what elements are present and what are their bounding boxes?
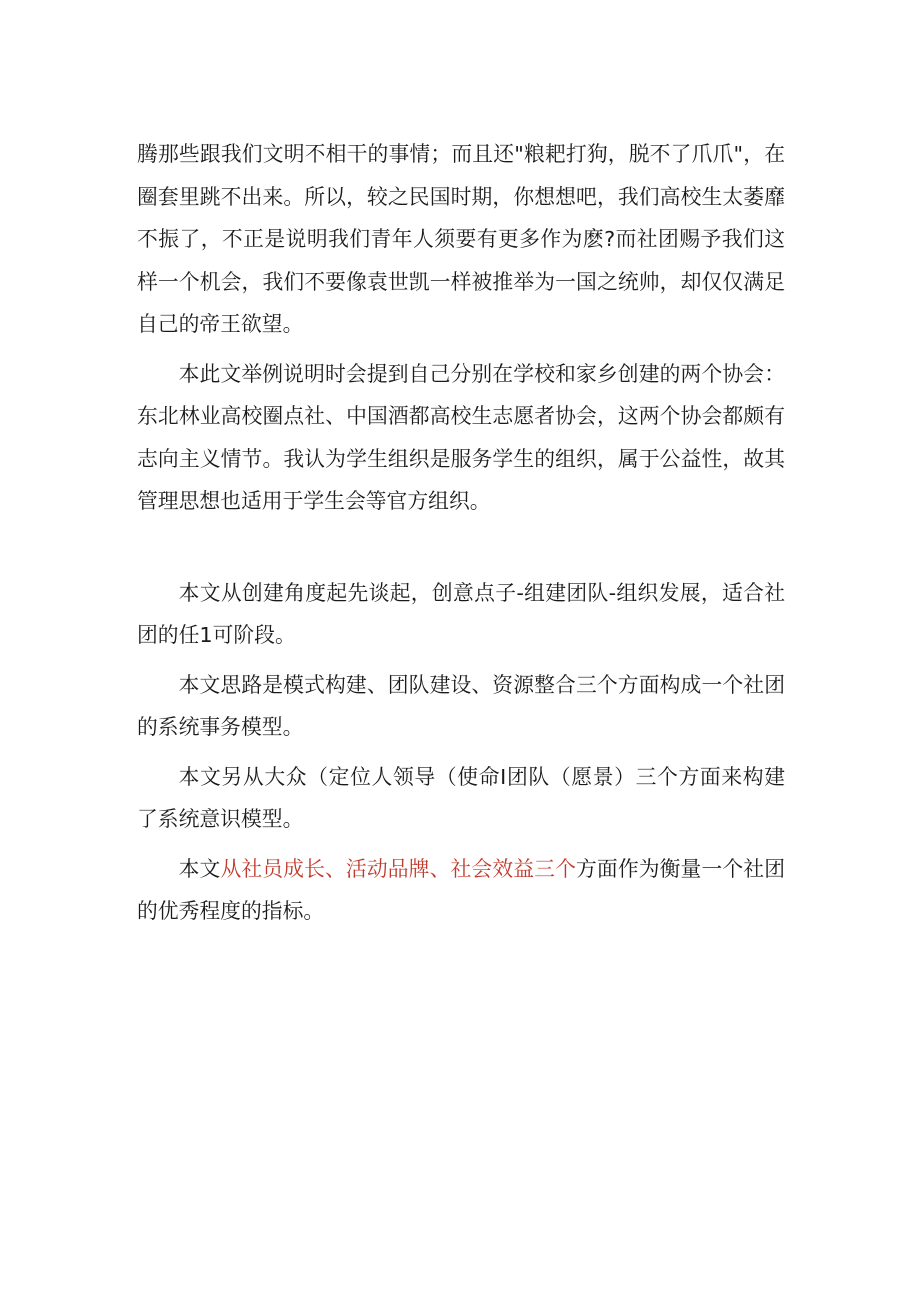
paragraph-metrics xyxy=(137,848,785,933)
paragraph-awareness-model: 本文另从大众（定位人领导（使命I团队（愿景）三个方面来构建了系统意识模型。 xyxy=(137,764,785,831)
metrics-suffix: 方面作为衡量一个社团的优秀程度的指标。 xyxy=(137,856,786,923)
paragraph-continued: 腾那些跟我们文明不相干的事情；而且还"粮耙打狗，脱不了爪爪"，在圈套里跳不出来。所以，较之民国时期，你想想吧，我们高校生太萎靡不振了，不正是说明我们青年人须要有更多作为麽?而社团赐予我们这样一个机会，我们不要像袁世凯一样被推举为一国之统帅，却仅仅满足自己的帝王欲望。 xyxy=(137,142,785,336)
metrics-highlight: 从社员成长、活动品牌、社会效益三个 xyxy=(220,856,576,881)
paragraph-creation-angle: 本文从创建角度起先谈起，创意点子-组建团队-组织发展，适合社团的任1可阶段。 xyxy=(137,580,785,647)
paragraph-associations: 本此文举例说明时会提到自己分别在学校和家乡创建的两个协会：东北林业高校圈点社、中国酒都高校生志愿者协会，这两个协会都颇有志向主义情节。我认为学生组织是服务学生的组织，属于公益性，故其管理思想也适用于学生会等官方组织。 xyxy=(137,361,785,513)
metrics-prefix: 本文 xyxy=(178,856,221,881)
document-body xyxy=(137,133,785,933)
paragraph-system-model: 本文思路是模式构建、团队建设、资源整合三个方面构成一个社团的系统事务模型。 xyxy=(137,672,785,739)
